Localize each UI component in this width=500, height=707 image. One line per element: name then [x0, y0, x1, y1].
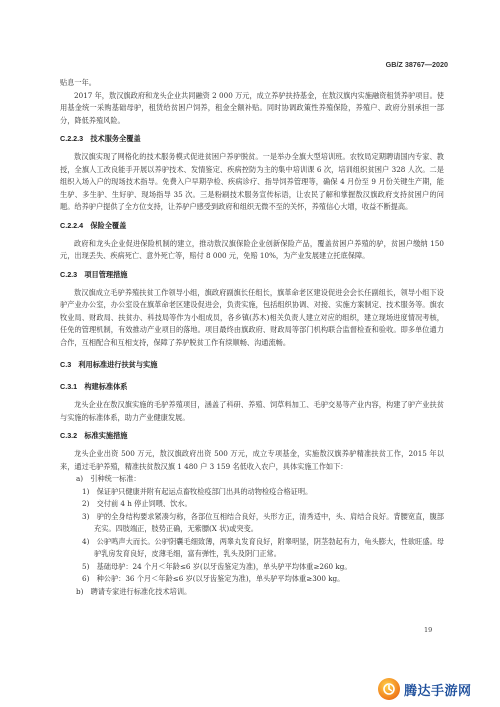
list-label: b) [76, 586, 84, 596]
watermark-text: 腾达手游网 [404, 683, 472, 699]
section-heading-c32: C.3.2 标准实施措施 [60, 431, 128, 440]
list-text: 引种统一标准： [90, 474, 141, 483]
paragraph: 2017 年，敖汉旗政府和龙头企业共同融资 2 000 万元，成立养驴扶持基金，在敖汉旗内实施融资租赁养驴项目。使用基金统一采购基础母驴，租赁给贫困户饲养，租金全额补贴。同时协调政策性养殖保险，养殖户、政府分别承担一部分，降低养殖风险。 [60, 90, 444, 125]
watermark-logo [378, 676, 496, 702]
sub-list-item: 6) 种公驴：36 个月＜年龄≤6 岁(以牙齿鉴定为准)，单头驴平均体重≥300 kg。 [82, 574, 345, 583]
sub-list-item: 4) 公驴鸣声大而长。公驴阴囊毛细致薄，两睾丸发育良好，附睾明显，阴茎勃起有力，龟头膨大，性欲旺盛。母驴乳房发育良好，皮薄毛细，富有弹性，乳头及阴门正常。 [82, 536, 444, 558]
list-item-b [60, 586, 444, 599]
list-text: 聘请专家进行标准化技术培训。 [90, 586, 192, 596]
sub-list-item: 2) 交付前 4 h 停止饲喂、饮水。 [82, 499, 192, 508]
paragraph: 龙头企业出资 500 万元，敖汉旗政府出资 500 万元，成立专项基金，实施敖汉旗养驴精准扶贫工作，2015 年以来，通过毛驴养殖，精准扶贫敖汉旗 1 480 户 3 159 名低收入农户，具体实施工作如下： [60, 449, 444, 471]
sub-list-item: 1) 保证驴只健康并附有起运点畜牧检疫部门出具的动物检疫合格证明。 [82, 486, 313, 496]
sub-list-item: 3) 驴的全身结构要求紧凑匀称，各部位互相结合良好，头形方正，清秀适中，头、肩结合良好。背腰宽直，腹部充实。四肢端正，肢势正确，无紫膘(X 状)或突变。 [82, 511, 444, 533]
page-number: 19 [424, 626, 433, 634]
sub-list-item: 5) 基础母驴：24 个月＜年龄≤6 岁(以牙齿鉴定为准)，单头驴平均体重≥260 kg。 [82, 561, 352, 571]
section-heading-c23: C.2.3 项目管理措施 [60, 269, 128, 279]
list-label: a) [76, 474, 84, 483]
document-body [60, 77, 444, 598]
game-logo-icon [378, 678, 400, 700]
section-heading-c223: C.2.2.3 技术服务全覆盖 [60, 134, 141, 143]
section-heading-c31: C.3.1 构建标准体系 [60, 382, 128, 391]
standard-code: GB/Z 38767—2020 [385, 60, 448, 69]
paragraph: 敖汉旗成立毛驴养殖扶贫工作领导小组，旗政府副旗长任组长，旗革命老区建设促进会会长任副组长，领导小组下设驴产业办公室，办公室设在旗革命老区建设促进会，负责实施，包括组织协调、对接、实施方案制定、技术服务等。旗农牧业局、财政局、扶贫办、科技局等作为小组成员，各乡镇(苏木)相关负责人建立对应的组织，建立现场进度情况考核，任免的管理机制，有效推动产业项目的落地。项目最终由旗政府、财政局等部门机构联合监督检查和验收。即多单位通力合作，互相配合和互相支持，保障了养驴脱贫工作有续顺畅、沟通流畅。 [60, 287, 444, 347]
paragraph: 敖汉旗实现了网格化的技术服务模式促进贫困户养驴脱贫。一是举办全旗大型培训班。农牧局定期聘请国内专家、教授，全旗人工改良能手开展以养驴技术、发情鉴定、疾病控防为主的集中培训课 6 次，培训组织贫困户 328 人次。二是组织入场入户的现场技术指导。免费入户早期孕检、疾病诊疗、指导饲养管理等，确保 4 月份至 9 月份关键生产期，能生驴、多生驴、生好驴、现场指导 35 次。三是粉刷技术服务宣传标语，让农民了解和掌握敖汉旗政府支持贫困户的问题。给养驴户提供了全方位支持，让养驴户感受到政府和组织无微不至的关怀，养殖信心大增，收益不断提高。 [60, 152, 444, 211]
list-item-a [60, 473, 444, 486]
section-heading-c224: C.2.2.4 保险全覆盖 [60, 220, 127, 230]
paragraph: 贴息一年。 [60, 78, 96, 87]
paragraph: 政府和龙头企业促进保险机制的建立，推动敖汉旗保险企业创新保险产品，覆盖贫困户养殖的驴，贫困户缴纳 150 元，出现丢失、疾病死亡、意外死亡等，赔付 8 000 元，免赔 10%，为产业发展建立托底保障。 [60, 238, 444, 260]
paragraph: 龙头企业在敖汉旗实施的毛驴养殖项目，涵盖了科研、养殖、饲草料加工、毛驴交易等产业内容，构建了驴产业扶贫与实施的标准体系，助力产业健康发展。 [60, 400, 444, 422]
section-heading-c3: C.3 利用标准进行扶贫与实施 [60, 360, 158, 369]
